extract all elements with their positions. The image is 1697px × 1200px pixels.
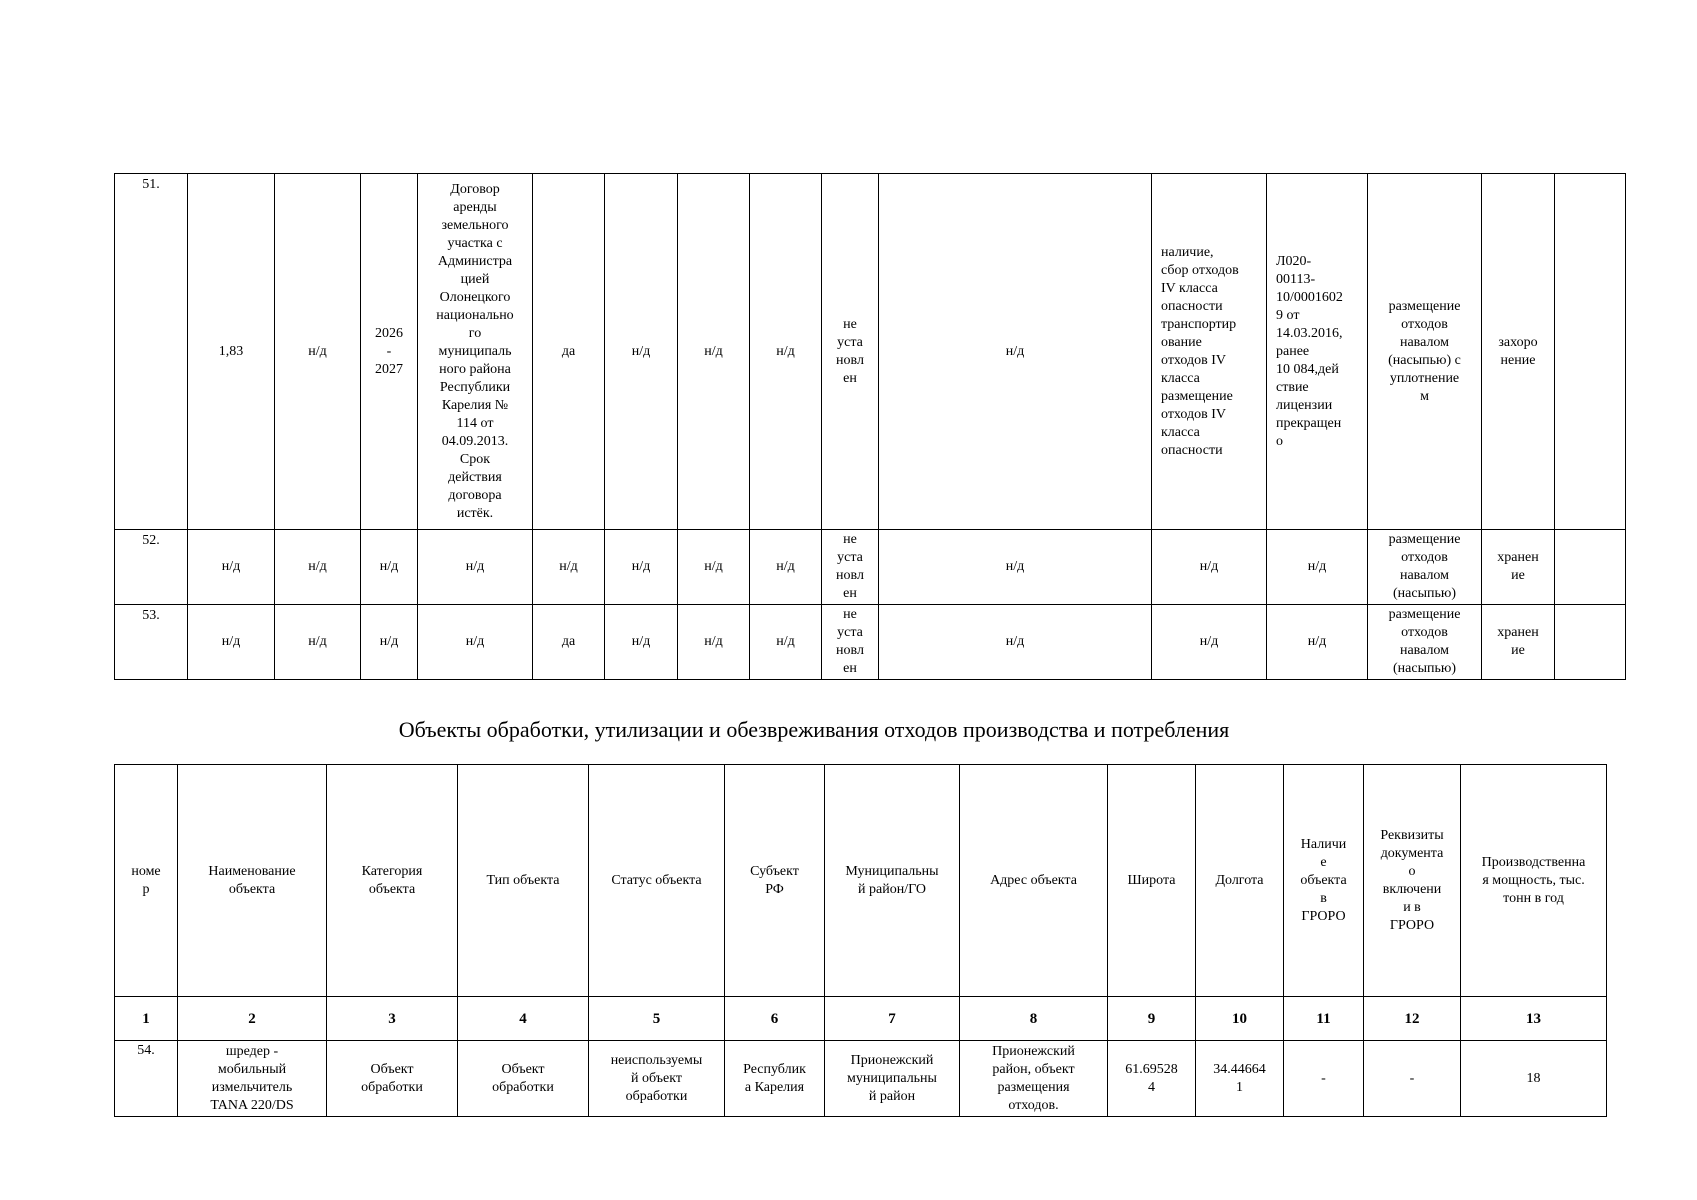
table-cell: не уста новл ен — [822, 174, 879, 530]
table-cell — [1555, 530, 1626, 605]
table-cell: н/д — [1267, 530, 1368, 605]
table-cell: н/д — [418, 530, 533, 605]
table-cell: размещение отходов навалом (насыпью) — [1368, 530, 1482, 605]
table-row — [115, 174, 1626, 530]
table-cell — [1555, 605, 1626, 680]
table-cell: н/д — [605, 605, 678, 680]
table-cell: н/д — [361, 605, 418, 680]
table-cell: н/д — [188, 530, 275, 605]
column-number: 4 — [458, 997, 589, 1041]
column-header: Субъект РФ — [725, 765, 825, 997]
section-heading: Объекты обработки, утилизации и обезвреживания отходов производства и потребления — [398, 717, 1230, 742]
column-header: Адрес объекта — [960, 765, 1108, 997]
table-cell: Прионежский муниципальны й район — [825, 1041, 960, 1117]
table-cell: 2026 - 2027 — [361, 174, 418, 530]
table-cell: хранен ие — [1482, 530, 1555, 605]
processing-facilities-table — [114, 764, 1607, 1117]
table-cell: 61.69528 4 — [1108, 1041, 1196, 1117]
table-cell: н/д — [418, 605, 533, 680]
column-number: 5 — [589, 997, 725, 1041]
table-cell: н/д — [605, 174, 678, 530]
table-header-row — [115, 765, 1607, 997]
table-row — [115, 605, 1626, 680]
table-cell: да — [533, 174, 605, 530]
column-number: 1 — [115, 997, 178, 1041]
table-cell: - — [1284, 1041, 1364, 1117]
column-number: 8 — [960, 997, 1108, 1041]
table-cell: хранен ие — [1482, 605, 1555, 680]
waste-sites-table — [114, 173, 1626, 680]
column-header: Реквизиты документа о включени и в ГРОРО — [1364, 765, 1461, 997]
row-number: 54. — [115, 1041, 178, 1117]
table-cell: н/д — [879, 605, 1152, 680]
table-cell: н/д — [605, 530, 678, 605]
table-cell: да — [533, 605, 605, 680]
table-row — [115, 530, 1626, 605]
table-cell: Республик а Карелия — [725, 1041, 825, 1117]
table-cell: захоро нение — [1482, 174, 1555, 530]
table-cell: размещение отходов навалом (насыпью) — [1368, 605, 1482, 680]
table-cell: Л020- 00113- 10/0001602 9 от 14.03.2016, ранее 10 084,дей ствие лицензии прекращен о — [1267, 174, 1368, 530]
table-cell: - — [1364, 1041, 1461, 1117]
table-cell: не уста новл ен — [822, 605, 879, 680]
table-cell: н/д — [879, 530, 1152, 605]
column-header: Категория объекта — [327, 765, 458, 997]
table-cell: н/д — [361, 530, 418, 605]
column-header: Производственна я мощность, тыс. тонн в год — [1461, 765, 1607, 997]
table-cell: н/д — [533, 530, 605, 605]
table-cell: н/д — [750, 605, 822, 680]
column-number: 7 — [825, 997, 960, 1041]
table-cell: Объект обработки — [327, 1041, 458, 1117]
column-number: 12 — [1364, 997, 1461, 1041]
table-cell: н/д — [678, 605, 750, 680]
table-cell: н/д — [750, 530, 822, 605]
column-header: Наличи е объекта в ГРОРО — [1284, 765, 1364, 997]
table-cell: н/д — [1152, 530, 1267, 605]
table-cell: н/д — [188, 605, 275, 680]
table-cell: н/д — [1152, 605, 1267, 680]
table-cell: неиспользуемы й объект обработки — [589, 1041, 725, 1117]
table-cell: Объект обработки — [458, 1041, 589, 1117]
column-number: 13 — [1461, 997, 1607, 1041]
column-header: Тип объекта — [458, 765, 589, 997]
table-cell: н/д — [275, 174, 361, 530]
table-cell: Прионежский район, объект размещения отходов. — [960, 1041, 1108, 1117]
column-header: Широта — [1108, 765, 1196, 997]
table-cell: н/д — [275, 605, 361, 680]
table-row — [115, 1041, 1607, 1117]
column-header: Наименование объекта — [178, 765, 327, 997]
column-header: Долгота — [1196, 765, 1284, 997]
table-cell: н/д — [678, 530, 750, 605]
column-number: 6 — [725, 997, 825, 1041]
table-cell: 1,83 — [188, 174, 275, 530]
table-cell: н/д — [750, 174, 822, 530]
table-cell: не уста новл ен — [822, 530, 879, 605]
column-number: 9 — [1108, 997, 1196, 1041]
column-number: 10 — [1196, 997, 1284, 1041]
table-cell: н/д — [879, 174, 1152, 530]
row-number: 52. — [115, 530, 188, 605]
column-number: 2 — [178, 997, 327, 1041]
column-number: 3 — [327, 997, 458, 1041]
row-number: 51. — [115, 174, 188, 530]
column-header: Муниципальны й район/ГО — [825, 765, 960, 997]
table-cell: н/д — [678, 174, 750, 530]
table-cell — [1555, 174, 1626, 530]
column-number: 11 — [1284, 997, 1364, 1041]
column-number-row — [115, 997, 1607, 1041]
column-header: Статус объекта — [589, 765, 725, 997]
table-cell: шредер - мобильный измельчитель TANA 220/DS — [178, 1041, 327, 1117]
column-header: номе р — [115, 765, 178, 997]
table-cell: 34.44664 1 — [1196, 1041, 1284, 1117]
table-cell: наличие, сбор отходов IV класса опасности транспортир ование отходов IV класса размещение отходов IV класса опасности — [1152, 174, 1267, 530]
row-number: 53. — [115, 605, 188, 680]
table-cell: Договор аренды земельного участка с Администра цией Олонецкого национально го муниципаль ного района Республики Карелия № 114 от 04.09.2013. Срок действия договора истёк. — [418, 174, 533, 530]
table-cell: размещение отходов навалом (насыпью) с уплотнение м — [1368, 174, 1482, 530]
table-cell: н/д — [1267, 605, 1368, 680]
table-cell: 18 — [1461, 1041, 1607, 1117]
table-cell: н/д — [275, 530, 361, 605]
